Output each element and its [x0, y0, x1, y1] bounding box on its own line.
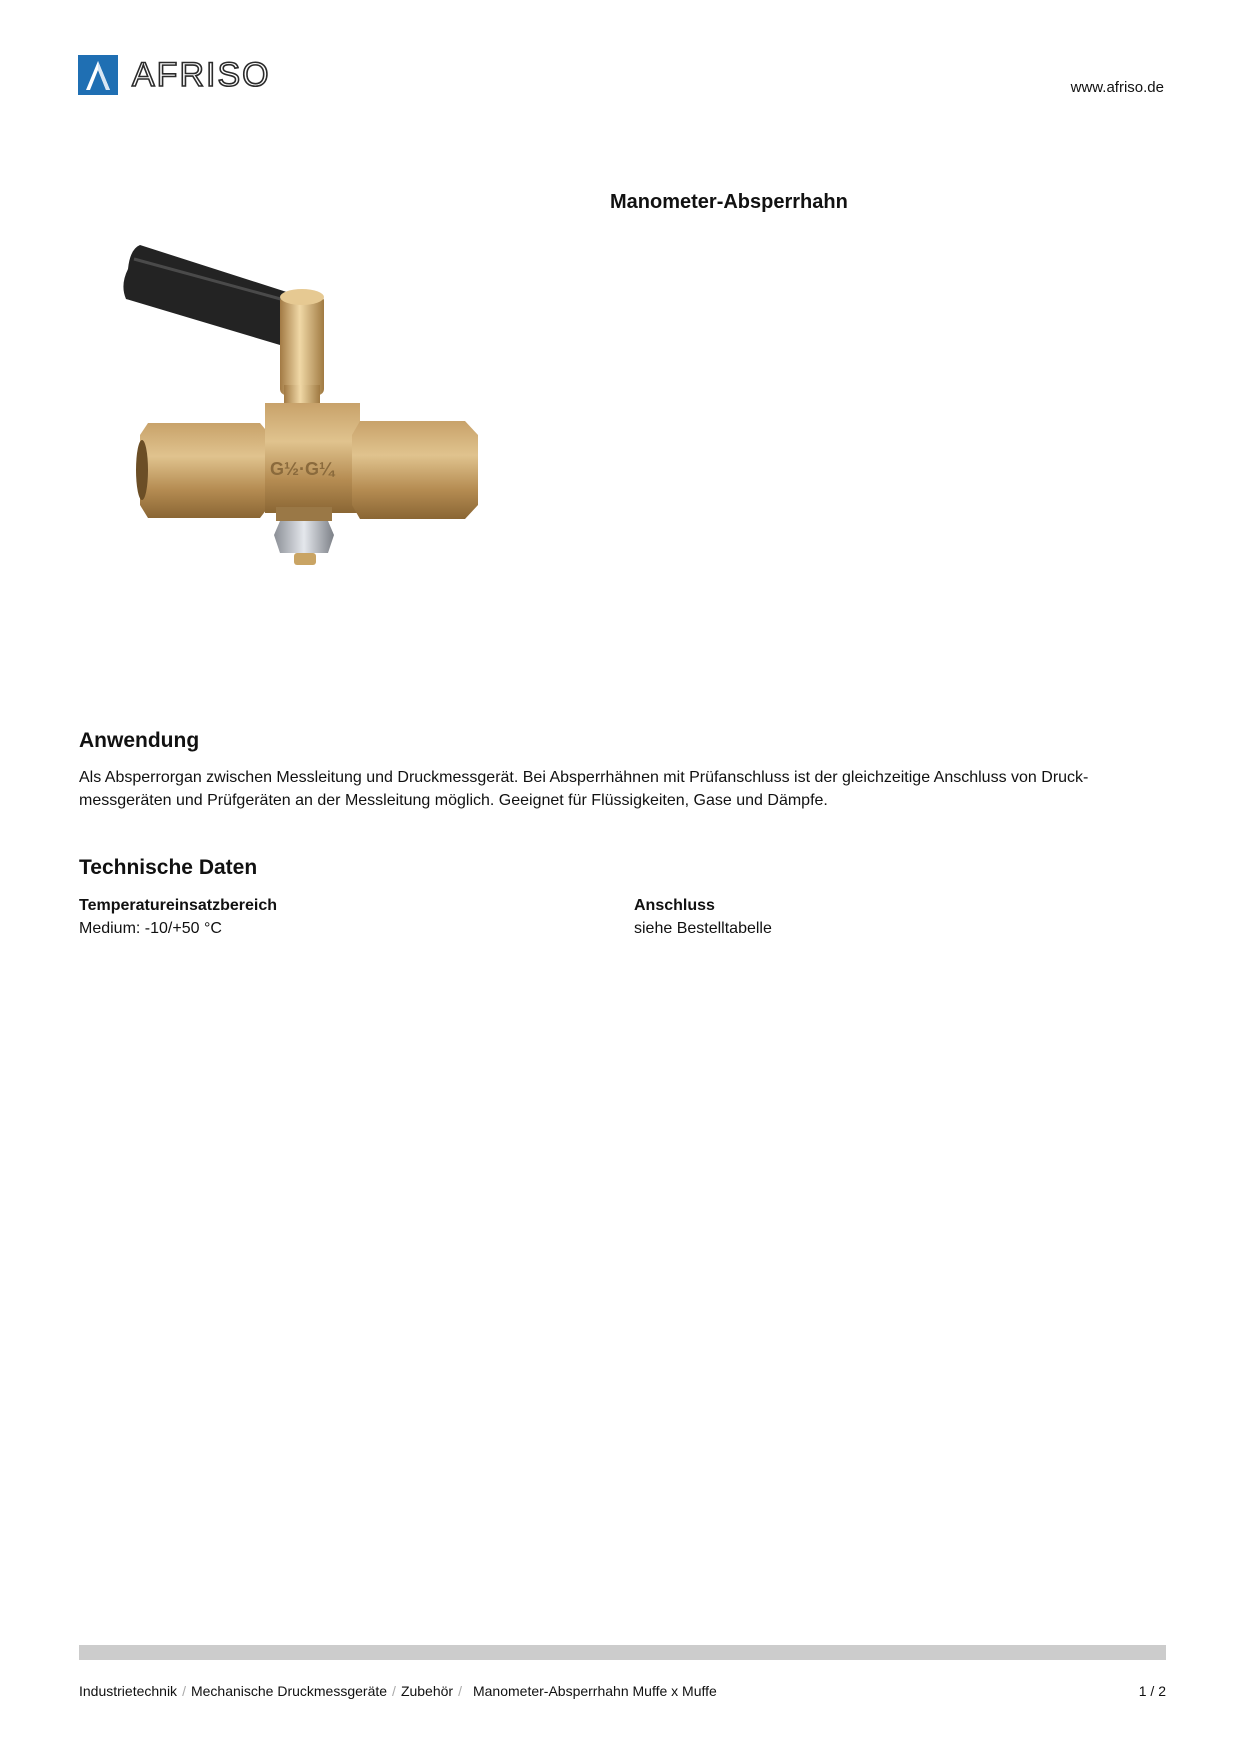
breadcrumb: [79, 1683, 717, 1699]
product-title: Manometer-Absperrhahn: [610, 191, 848, 213]
spec-value: siehe Bestelltabelle: [634, 920, 772, 937]
brand-name: AFRISO: [132, 56, 271, 94]
spec-anschluss: [634, 894, 772, 940]
svg-text:G½·G¼: G½·G¼: [270, 459, 335, 479]
breadcrumb-separator: /: [392, 1683, 396, 1699]
brass-shutoff-valve-image: [120, 235, 550, 625]
breadcrumb-item[interactable]: Zubehör: [400, 1683, 454, 1699]
breadcrumb-separator: /: [458, 1683, 462, 1699]
spec-label: Temperatureinsatzbereich: [79, 897, 277, 914]
breadcrumb-item[interactable]: Manometer-Absperrhahn Muffe x Muffe: [472, 1683, 717, 1699]
breadcrumb-item[interactable]: Industrietechnik: [79, 1683, 178, 1699]
page-number: 1 / 2: [1138, 1683, 1166, 1699]
footer-divider: [79, 1645, 1166, 1660]
spec-value: Medium: -10/+50 °C: [79, 920, 222, 937]
website-link[interactable]: www.afriso.de: [1070, 79, 1164, 96]
spec-temperatur: [79, 894, 277, 940]
breadcrumb-separator: /: [182, 1683, 186, 1699]
section-heading-anwendung: Anwendung: [79, 729, 200, 752]
breadcrumb-item[interactable]: Mechanische Druckmessgeräte: [190, 1683, 388, 1699]
anwendung-text: Als Absperrorgan zwischen Messleitung und Druckmessgerät. Bei Absperrhähnen mit Prüfanschluss ist der gleichzeitige Anschluss von Druck-messgeräten und Prüfgeräten an der Messleitung möglich. Geeignet für Flüssigkeiten, Gase und Dämpfe.: [79, 769, 1089, 809]
afriso-triangle-logo-icon: [78, 55, 118, 95]
afriso-logo: [78, 54, 308, 96]
section-heading-technische-daten: Technische Daten: [79, 856, 258, 879]
spec-label: Anschluss: [634, 897, 715, 914]
